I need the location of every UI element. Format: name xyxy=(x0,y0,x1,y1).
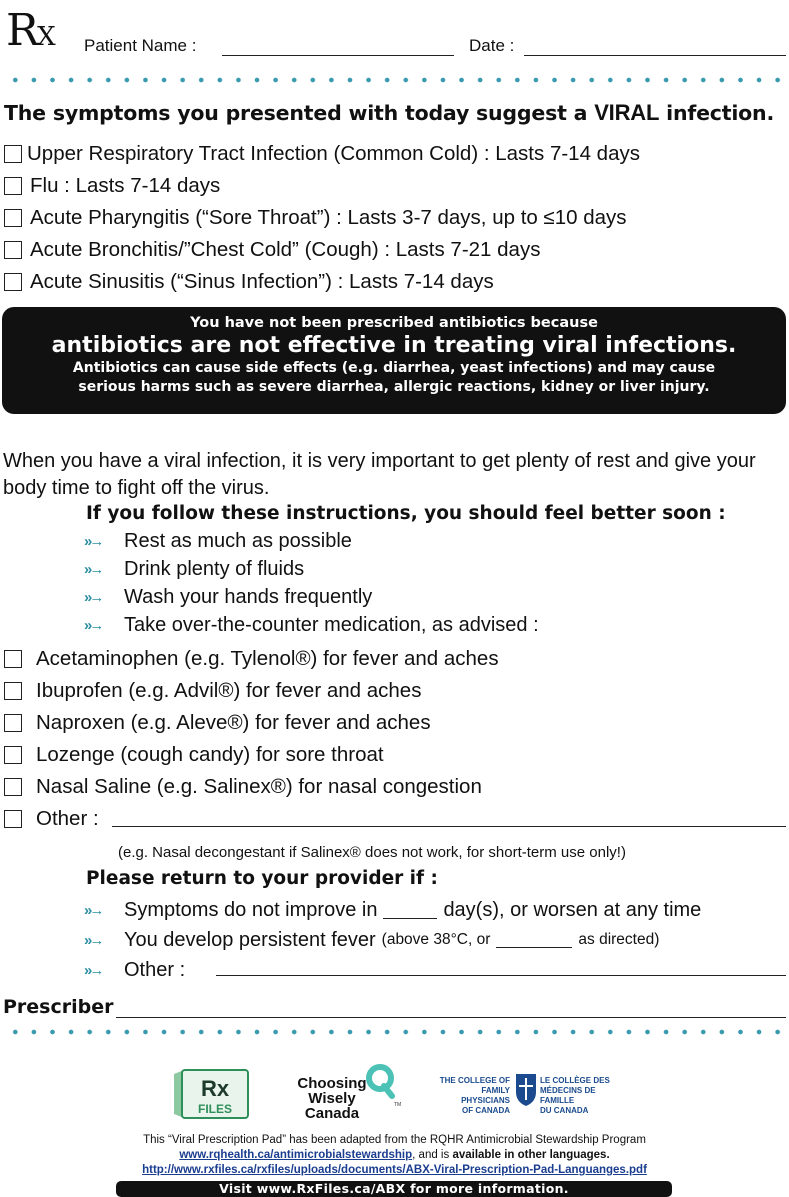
instructions-list xyxy=(84,527,539,639)
other-return-field[interactable] xyxy=(216,975,786,976)
condition-item[interactable] xyxy=(4,170,640,202)
footer-line-2 xyxy=(0,1148,789,1163)
cfpc-logo xyxy=(434,1072,634,1122)
footer-line-2-bold: available in other languages. xyxy=(452,1149,610,1161)
rx-files-bottom-text: FILES xyxy=(197,1102,233,1116)
checkbox-icon[interactable] xyxy=(4,273,22,291)
viral-headline xyxy=(4,100,774,126)
medication-note: (e.g. Nasal decongestant if Salinex® does not work, for short-term use only!) xyxy=(118,844,626,861)
arrow-icon: »→ xyxy=(84,560,102,578)
prescription-header xyxy=(4,6,789,66)
footer-line-2-mid: , and is xyxy=(412,1149,453,1161)
medication-item[interactable] xyxy=(4,675,499,707)
choosing-wisely-q-icon xyxy=(364,1062,400,1106)
arrow-icon: »→ xyxy=(84,901,102,919)
date-label: Date : xyxy=(469,36,515,55)
conditions-checklist xyxy=(4,138,640,298)
return-label: Symptoms do not improve in xyxy=(124,898,378,921)
checkbox-icon[interactable] xyxy=(4,650,22,668)
return-heading: Please return to your provider if : xyxy=(86,868,438,889)
cfpc-line: THE COLLEGE OF xyxy=(439,1076,510,1085)
rx-symbol xyxy=(6,6,56,62)
cfpc-crest-icon xyxy=(514,1072,538,1108)
cfpc-english xyxy=(434,1076,510,1116)
condition-item[interactable] xyxy=(4,202,640,234)
medications-checklist xyxy=(4,643,499,835)
instruction-item xyxy=(84,527,539,555)
notice-line-3: Antibiotics can cause side effects (e.g. diarrhea, yeast infections) and may cause xyxy=(72,360,716,376)
instruction-item xyxy=(84,611,539,639)
headline-suffix: infection. xyxy=(659,101,775,125)
cfpc-french xyxy=(540,1076,630,1116)
instructions-heading: If you follow these instructions, you should feel better soon : xyxy=(86,503,726,524)
return-item xyxy=(84,955,701,985)
footer-line-1: This “Viral Prescription Pad” has been adapted from the RQHR Antimicrobial Stewardship Program xyxy=(143,1134,646,1146)
instruction-item xyxy=(84,583,539,611)
medication-item-other[interactable] xyxy=(4,803,499,835)
footer-visit-bar: Visit www.RxFiles.ca/ABX for more information. xyxy=(116,1181,672,1197)
condition-label: Acute Sinusitis (“Sinus Infection”) : Lasts 7-14 days xyxy=(30,270,494,293)
return-list xyxy=(84,895,701,985)
instruction-label: Take over-the-counter medication, as advised : xyxy=(124,613,539,636)
medication-label: Lozenge (cough candy) for sore throat xyxy=(36,743,384,766)
medication-label: Naproxen (e.g. Aleve®) for fever and aches xyxy=(36,711,431,734)
bottom-dot-divider xyxy=(6,1027,786,1037)
condition-item[interactable] xyxy=(4,138,640,170)
condition-label: Upper Respiratory Tract Infection (Common Cold) : Lasts 7-14 days xyxy=(27,142,640,165)
cw-tm: TM xyxy=(394,1102,402,1108)
return-label: day(s), or worsen at any time xyxy=(443,898,702,921)
choosing-wisely-logo xyxy=(292,1062,412,1126)
instruction-label: Wash your hands frequently xyxy=(124,585,373,608)
return-label: Other : xyxy=(124,958,186,981)
arrow-icon: »→ xyxy=(84,616,102,634)
cw-line: Choosing xyxy=(297,1075,367,1092)
condition-label: Flu : Lasts 7-14 days xyxy=(30,174,221,197)
medication-label: Acetaminophen (e.g. Tylenol®) for fever and aches xyxy=(36,647,499,670)
checkbox-icon[interactable] xyxy=(4,209,22,227)
return-label-small: as directed) xyxy=(578,931,660,948)
checkbox-icon[interactable] xyxy=(4,778,22,796)
cw-line: Canada xyxy=(304,1105,360,1122)
fever-field[interactable] xyxy=(496,947,572,948)
logo-strip xyxy=(172,1058,632,1128)
headline-viral: VIRAL xyxy=(594,100,660,125)
date-field[interactable] xyxy=(524,55,786,56)
prescriber-field[interactable] xyxy=(116,1017,786,1018)
cfpc-line: FAMILY PHYSICIANS xyxy=(461,1086,510,1105)
medication-label: Ibuprofen (e.g. Advil®) for fever and aches xyxy=(36,679,422,702)
arrow-icon: »→ xyxy=(84,588,102,606)
instruction-label: Rest as much as possible xyxy=(124,529,352,552)
medication-item[interactable] xyxy=(4,771,499,803)
checkbox-icon[interactable] xyxy=(4,177,22,195)
instruction-item xyxy=(84,555,539,583)
cfpc-line: MÉDECINS DE FAMILLE xyxy=(540,1086,596,1105)
arrow-icon: »→ xyxy=(84,931,102,949)
cfpc-line: DU CANADA xyxy=(540,1106,589,1115)
patient-name-label: Patient Name : xyxy=(84,36,197,55)
choosing-wisely-text xyxy=(292,1076,372,1121)
notice-line-1: You have not been prescribed antibiotics because xyxy=(190,315,598,331)
other-medication-field[interactable] xyxy=(112,826,786,827)
notice-line-2: antibiotics are not effective in treating viral infections. xyxy=(51,333,737,358)
rxfiles-languages-link[interactable]: http://www.rxfiles.ca/rxfiles/uploads/documents/ABX-Viral-Prescription-Pad-Languanges.pdf xyxy=(142,1164,647,1176)
return-label-small: (above 38°C, or xyxy=(381,931,491,948)
intro-paragraph: When you have a viral infection, it is very important to get plenty of rest and give your body time to fight off the virus. xyxy=(3,450,756,499)
checkbox-icon[interactable] xyxy=(4,746,22,764)
condition-item[interactable] xyxy=(4,266,640,298)
footer-line-3 xyxy=(0,1163,789,1178)
checkbox-icon[interactable] xyxy=(4,810,22,828)
condition-label: Acute Bronchitis/”Chest Cold” (Cough) : Lasts 7-21 days xyxy=(30,238,541,261)
medication-item[interactable] xyxy=(4,643,499,675)
rx-symbol-x: X xyxy=(37,22,56,52)
return-label: You develop persistent fever xyxy=(124,928,376,951)
top-dot-divider xyxy=(6,75,786,85)
notice-line-4: serious harms such as severe diarrhea, allergic reactions, kidney or liver injury. xyxy=(78,379,710,395)
medication-item[interactable] xyxy=(4,739,499,771)
days-field[interactable] xyxy=(383,918,437,919)
cfpc-line: OF CANADA xyxy=(462,1106,510,1115)
antibiotic-notice xyxy=(2,307,786,414)
rx-symbol-r: R xyxy=(6,5,38,56)
medication-item[interactable] xyxy=(4,707,499,739)
return-item xyxy=(84,895,701,925)
headline-prefix: The symptoms you presented with today suggest a xyxy=(4,101,595,125)
checkbox-icon[interactable] xyxy=(4,241,22,259)
condition-label: Acute Pharyngitis (“Sore Throat”) : Lasts 3-7 days, up to ≤10 days xyxy=(30,206,627,229)
cw-line: Wisely xyxy=(308,1090,356,1107)
checkbox-icon[interactable] xyxy=(4,714,22,732)
checkbox-icon[interactable] xyxy=(4,145,22,163)
medication-label: Nasal Saline (e.g. Salinex®) for nasal congestion xyxy=(36,775,482,798)
condition-item[interactable] xyxy=(4,234,640,266)
rx-files-logo xyxy=(172,1068,250,1120)
instruction-label: Drink plenty of fluids xyxy=(124,557,305,580)
patient-name-field[interactable] xyxy=(222,55,454,56)
arrow-icon: »→ xyxy=(84,532,102,550)
checkbox-icon[interactable] xyxy=(4,682,22,700)
cfpc-line: LE COLLÈGE DES xyxy=(540,1076,610,1085)
rqhealth-link[interactable]: www.rqhealth.ca/antimicrobialstewardship xyxy=(179,1149,413,1161)
medication-label: Other : xyxy=(36,807,99,830)
rx-files-top-text: Rx xyxy=(200,1076,230,1101)
arrow-icon: »→ xyxy=(84,961,102,979)
prescriber-label: Prescriber xyxy=(3,996,114,1018)
return-item xyxy=(84,925,701,955)
